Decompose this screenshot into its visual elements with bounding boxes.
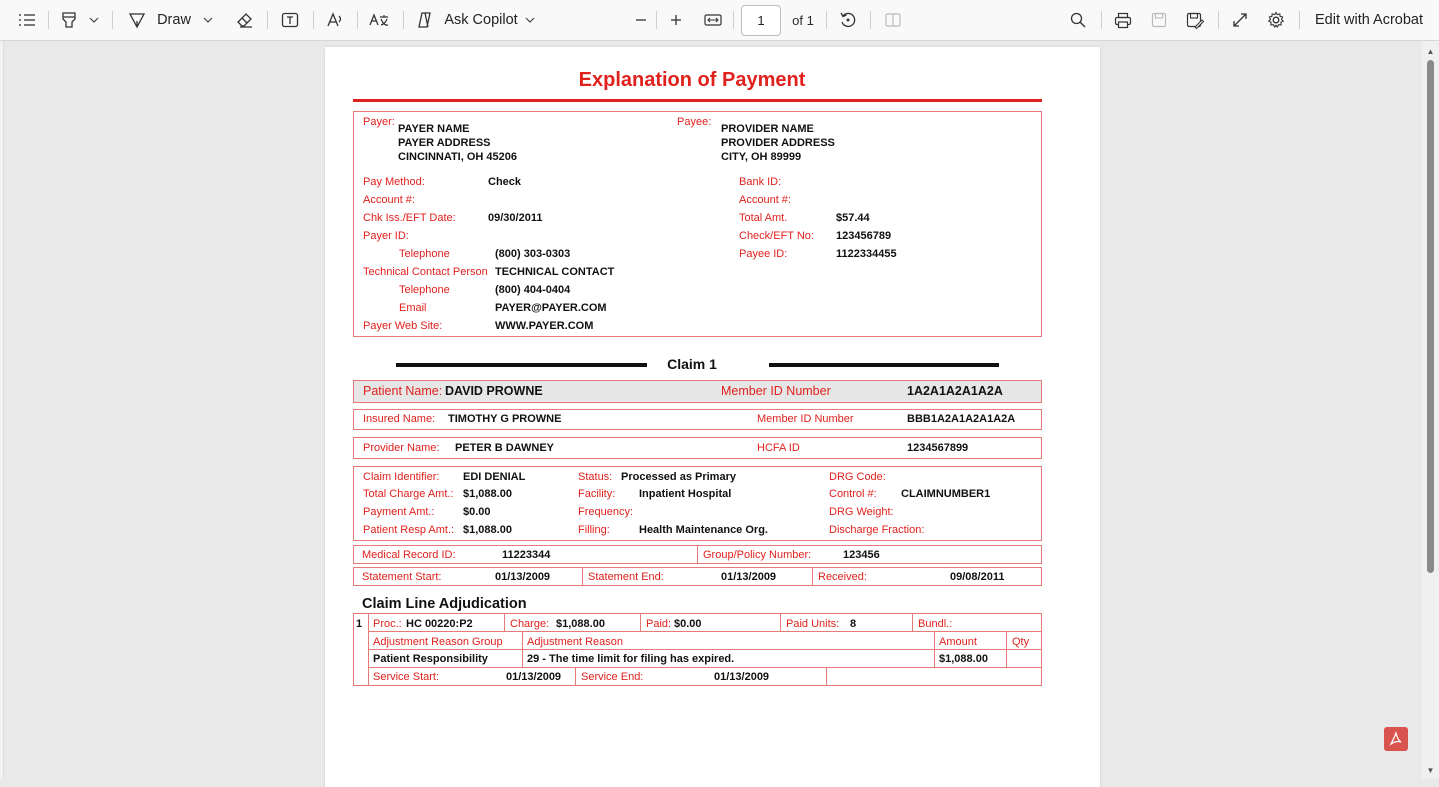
website-value: WWW.PAYER.COM (495, 320, 594, 332)
page-number-input[interactable]: 1 (741, 5, 781, 36)
insured-member-id-value: BBB1A2A1A2A1A2A (907, 413, 1016, 425)
statement-end-value: 01/13/2009 (721, 571, 777, 583)
member-id-value: 1A2A1A2A1A2A (907, 384, 1003, 398)
received-label: Received: (818, 571, 867, 583)
draw-button[interactable]: Draw (157, 12, 191, 28)
insured-member-id-label: Member ID Number (757, 413, 854, 425)
insured-name-value: TIMOTHY G PROWNE (448, 413, 562, 425)
adj-row1-bottom (368, 631, 1042, 632)
payee-address: PROVIDER ADDRESS (721, 137, 835, 149)
payee-id-value: 1122334455 (836, 248, 897, 260)
pdf-toolbar (0, 0, 1439, 41)
account2-label: Account #: (739, 194, 791, 206)
payment-amt-value: $0.00 (463, 506, 491, 518)
patient-name-label: Patient Name: (363, 384, 443, 398)
rotate-icon[interactable] (837, 0, 859, 40)
draw-dropdown-chevron-icon[interactable] (200, 0, 216, 40)
statement-start-label: Statement Start: (362, 571, 442, 583)
payer-city: CINCINNATI, OH 45206 (398, 151, 517, 163)
highlight-icon[interactable] (58, 0, 80, 40)
discharge-fraction-label: Discharge Fraction: (829, 524, 925, 536)
adj-group-value: Patient Responsibility (373, 653, 488, 665)
status-value: Processed as Primary (621, 471, 736, 483)
chk-date-value: 09/30/2011 (488, 212, 543, 224)
proc-label: Proc.: (373, 618, 402, 630)
hcfa-id-value: 1234567899 (907, 442, 969, 454)
adj-reason-header: Adjustment Reason (527, 636, 623, 648)
service-end-label: Service End: (581, 671, 644, 683)
adj-row1-div1 (504, 613, 505, 631)
patient-resp-label: Patient Resp Amt.: (363, 524, 455, 536)
document-title: Explanation of Payment (578, 69, 806, 91)
bank-id-label: Bank ID: (739, 176, 782, 188)
scroll-down-arrow-icon[interactable]: ▼ (1426, 766, 1435, 775)
tech-telephone-label: Telephone (399, 284, 450, 296)
payee-city: CITY, OH 89999 (721, 151, 802, 163)
payer-address: PAYER ADDRESS (398, 137, 491, 149)
payer-name: PAYER NAME (398, 123, 470, 135)
adj-qty-divider (1006, 631, 1007, 667)
email-label: Email (399, 302, 427, 314)
line-number: 1 (356, 618, 363, 630)
draw-pen-icon[interactable] (126, 0, 148, 40)
adj-reason-value: 29 - The time limit for filing has expired. (527, 653, 735, 665)
insured-name-label: Insured Name: (363, 413, 436, 425)
medical-record-divider (697, 545, 698, 564)
payee-label: Payee: (677, 116, 712, 128)
paid-units-label: Paid Units: (786, 618, 840, 630)
payee-name: PROVIDER NAME (721, 123, 814, 135)
chk-date-label: Chk Iss./EFT Date: (363, 212, 456, 224)
claim-heading: Claim 1 (667, 356, 717, 372)
total-charge-value: $1,088.00 (463, 488, 512, 500)
charge-label: Charge: (510, 618, 550, 630)
page-view-icon[interactable] (882, 0, 904, 40)
frequency-label: Frequency: (578, 506, 634, 518)
adj-amount-divider (934, 631, 935, 667)
website-label: Payer Web Site: (363, 320, 443, 332)
pay-method-value: Check (488, 176, 522, 188)
provider-name-label: Provider Name: (363, 442, 440, 454)
facility-label: Facility: (578, 488, 616, 500)
claim-heading-bar-right (769, 363, 999, 367)
tech-contact-label: Technical Contact Person (363, 266, 488, 278)
tech-contact-value: TECHNICAL CONTACT (495, 266, 615, 278)
add-text-icon[interactable] (279, 0, 301, 40)
read-aloud-icon[interactable] (324, 0, 346, 40)
zoom-out-icon[interactable] (630, 0, 652, 40)
acrobat-logo-icon[interactable] (1384, 727, 1408, 751)
left-edge (0, 41, 4, 779)
received-value: 09/08/2011 (950, 571, 1005, 583)
search-icon[interactable] (1067, 0, 1089, 40)
save-as-icon[interactable] (1184, 0, 1206, 40)
service-divider-2 (826, 667, 827, 686)
statement-divider-2 (812, 567, 813, 586)
service-end-value: 01/13/2009 (714, 671, 770, 683)
adj-row1-div4 (912, 613, 913, 631)
patient-name-value: DAVID PROWNE (445, 384, 543, 398)
total-charge-label: Total Charge Amt.: (363, 488, 454, 500)
title-rule (353, 99, 1042, 102)
zoom-in-icon[interactable] (665, 0, 687, 40)
tech-telephone-value: (800) 404-0404 (495, 284, 571, 296)
adj-group-divider (522, 631, 523, 667)
scroll-up-arrow-icon[interactable]: ▲ (1426, 47, 1435, 56)
ask-copilot-button[interactable]: Ask Copilot (444, 12, 518, 28)
control-value: CLAIMNUMBER1 (901, 488, 991, 500)
telephone-value: (800) 303-0303 (495, 248, 571, 260)
adj-row1-div3 (780, 613, 781, 631)
drg-code-label: DRG Code: (829, 471, 886, 483)
fullscreen-icon[interactable] (1229, 0, 1251, 40)
drg-weight-label: DRG Weight: (829, 506, 894, 518)
group-policy-value: 123456 (843, 549, 880, 561)
email-value: PAYER@PAYER.COM (495, 302, 607, 314)
telephone-label: Telephone (399, 248, 450, 260)
payment-amt-label: Payment Amt.: (363, 506, 435, 518)
claim-identifier-value: EDI DENIAL (463, 471, 526, 483)
claim-identifier-label: Claim Identifier: (363, 471, 440, 483)
payer-id-label: Payer ID: (363, 230, 409, 242)
bundl-label: Bundl.: (918, 618, 953, 630)
charge-value: $1,088.00 (556, 618, 605, 630)
settings-gear-icon[interactable] (1265, 0, 1287, 40)
adj-row1-div2 (640, 613, 641, 631)
service-start-value: 01/13/2009 (506, 671, 562, 683)
check-no-value: 123456789 (836, 230, 892, 242)
table-of-contents-icon[interactable] (14, 0, 40, 40)
facility-value: Inpatient Hospital (639, 488, 732, 500)
translate-icon[interactable] (368, 0, 390, 40)
eraser-icon[interactable] (234, 0, 256, 40)
statement-row (353, 567, 1042, 586)
service-start-label: Service Start: (373, 671, 440, 683)
total-amt-label: Total Amt. (739, 212, 788, 224)
highlight-dropdown-chevron-icon[interactable] (86, 0, 102, 40)
proc-value: HC 00220:P2 (406, 618, 473, 630)
print-icon[interactable] (1112, 0, 1134, 40)
filling-value: Health Maintenance Org. (639, 524, 768, 536)
provider-name-value: PETER B DAWNEY (455, 442, 555, 454)
adj-row3-bottom (368, 667, 1042, 668)
member-id-label: Member ID Number (721, 384, 831, 398)
account-label: Account #: (363, 194, 415, 206)
statement-start-value: 01/13/2009 (495, 571, 551, 583)
total-amt-value: $57.44 (836, 212, 870, 224)
status-label: Status: (578, 471, 613, 483)
scrollbar-thumb[interactable] (1427, 60, 1434, 573)
control-label: Control #: (829, 488, 877, 500)
amount-header: Amount (939, 636, 977, 648)
paid-units-value: 8 (850, 618, 857, 630)
copilot-dropdown-chevron-icon[interactable] (522, 0, 538, 40)
copilot-icon[interactable] (415, 0, 437, 40)
patient-resp-value: $1,088.00 (463, 524, 512, 536)
adj-row2-bottom (368, 649, 1042, 650)
save-icon[interactable] (1148, 0, 1170, 40)
medical-record-label: Medical Record ID: (362, 549, 456, 561)
adjudication-heading: Claim Line Adjudication (362, 596, 527, 612)
pdf-page (325, 47, 1100, 787)
adj-group-header: Adjustment Reason Group (373, 636, 503, 648)
amount-value: $1,088.00 (939, 653, 988, 665)
hcfa-id-label: HCFA ID (757, 442, 800, 454)
paid-label: Paid: (646, 618, 672, 630)
statement-divider-1 (582, 567, 583, 586)
claim-heading-bar-left (396, 363, 647, 367)
qty-header: Qty (1012, 636, 1030, 648)
payer-label: Payer: (363, 116, 395, 128)
medical-record-value: 11223344 (502, 549, 551, 561)
filling-label: Filling: (578, 524, 610, 536)
check-no-label: Check/EFT No: (739, 230, 814, 242)
edit-with-acrobat-button[interactable]: Edit with Acrobat (1315, 12, 1423, 28)
fit-to-width-icon[interactable] (702, 0, 724, 40)
paid-value: $0.00 (674, 618, 702, 630)
pay-method-label: Pay Method: (363, 176, 425, 188)
page-total-label: of 1 (792, 12, 814, 28)
statement-end-label: Statement End: (588, 571, 664, 583)
group-policy-label: Group/Policy Number: (703, 549, 812, 561)
service-divider-1 (575, 667, 576, 686)
payee-id-label: Payee ID: (739, 248, 788, 260)
